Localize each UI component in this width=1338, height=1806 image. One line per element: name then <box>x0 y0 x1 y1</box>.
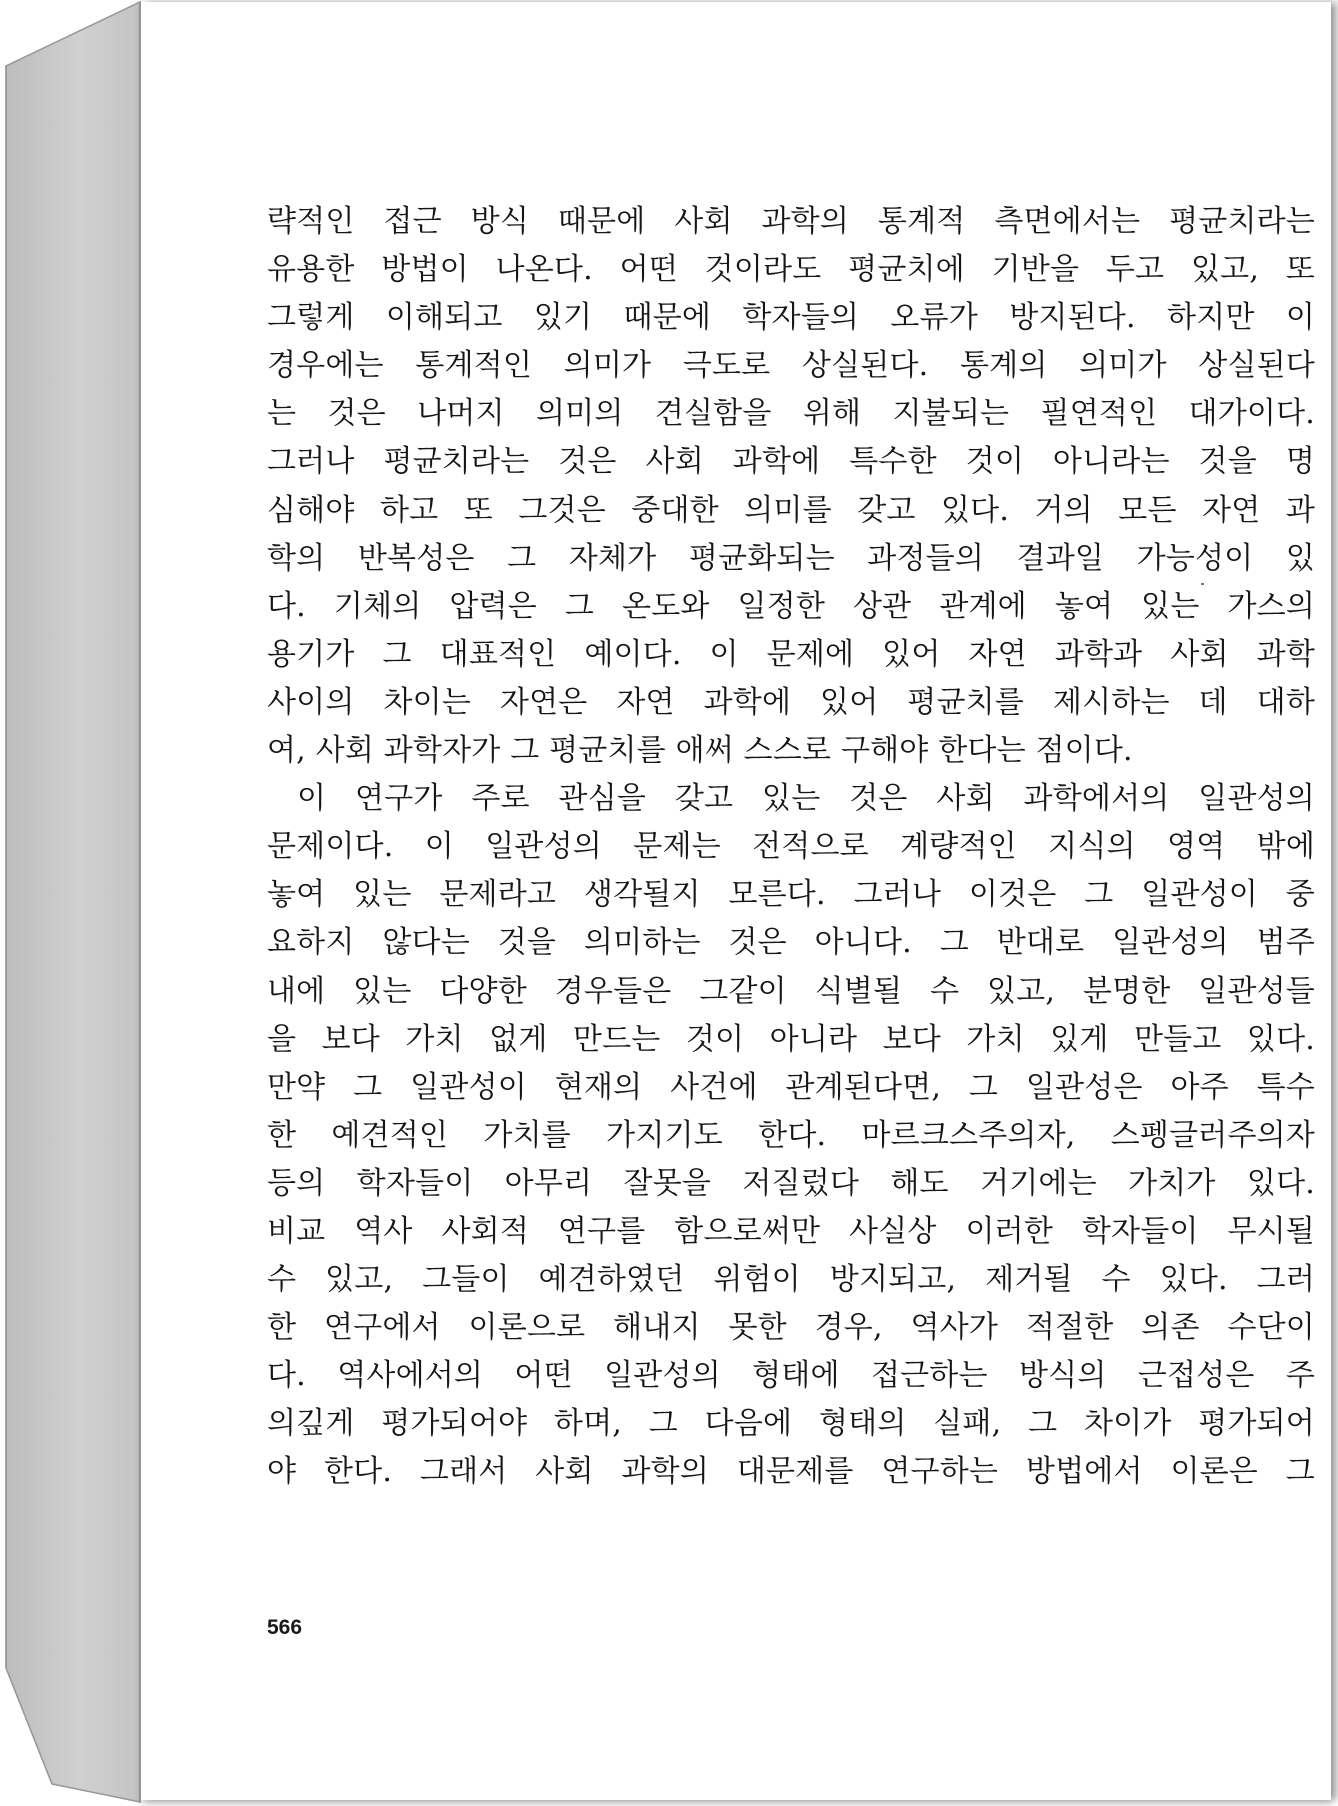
text-line: 의깊게 평가되어야 하며, 그 다음에 형태의 실패, 그 차이가 평가되어 <box>267 1406 1315 1442</box>
text-line: 략적인 접근 방식 때문에 사회 과학의 통계적 측면에서는 평균치라는 <box>267 204 1315 239</box>
page-number: 566 <box>267 1616 303 1639</box>
text-line: 을 보다 가치 없게 만드는 것이 아니라 보다 가치 있게 만들고 있다. <box>267 1021 1315 1057</box>
text-line: 그러나 평균치라는 것은 사회 과학에 특수한 것이 아니라는 것을 명 <box>267 444 1315 480</box>
text-line: 그렇게 이해되고 있기 때문에 학자들의 오류가 방지된다. 하지만 이 <box>267 300 1315 336</box>
text-line: 문제이다. 이 일관성의 문제는 전적으로 계량적인 지식의 영역 밖에 <box>267 829 1315 865</box>
text-line: 비교 역사 사회적 연구를 함으로써만 사실상 이러한 학자들이 무시될 <box>267 1213 1315 1249</box>
text-line: 사이의 차이는 자연은 자연 과학에 있어 평균치를 제시하는 데 대하 <box>267 684 1315 720</box>
text-line: 다. 기체의 압력은 그 온도와 일정한 상관 관계에 놓여 있는 가스의 <box>267 588 1315 624</box>
text-line: 다. 역사에서의 어떤 일관성의 형태에 접근하는 방식의 근접성은 주 <box>267 1358 1315 1394</box>
text-line: 만약 그 일관성이 현재의 사건에 관계된다면, 그 일관성은 아주 특수 <box>267 1069 1315 1105</box>
text-line: 수 있고, 그들이 예견하였던 위험이 방지되고, 제거될 수 있다. 그러 <box>267 1262 1315 1298</box>
paragraph-last-line: 여, 사회 과학자가 그 평균치를 애써 스스로 구해야 한다는 점이다. <box>267 733 1133 769</box>
paragraph-first-line: 이 연구가 주로 관심을 갖고 있는 것은 사회 과학에서의 일관성의 <box>297 781 1315 817</box>
book-spine <box>0 0 142 1806</box>
text-line: 등의 학자들이 아무리 잘못을 저질렀다 해도 거기에는 가치가 있다. <box>267 1165 1315 1201</box>
text-line: 한 예견적인 가치를 가지기도 한다. 마르크스주의자, 스펭글러주의자 <box>267 1117 1315 1153</box>
text-line: 학의 반복성은 그 자체가 평균화되는 과정들의 결과일 가능성이 있 <box>267 540 1315 576</box>
book-page <box>140 2 1331 1800</box>
text-line: 야 한다. 그래서 사회 과학의 대문제를 연구하는 방법에서 이론은 그 <box>267 1454 1315 1490</box>
text-line: 내에 있는 다양한 경우들은 그같이 식별될 수 있고, 분명한 일관성들 <box>267 973 1315 1009</box>
text-line: 한 연구에서 이론으로 해내지 못한 경우, 역사가 적절한 의존 수단이 <box>267 1310 1315 1346</box>
text-line: 심해야 하고 또 그것은 중대한 의미를 갖고 있다. 거의 모든 자연 과 <box>267 492 1315 528</box>
scan-speck <box>1201 583 1204 585</box>
text-line: 용기가 그 대표적인 예이다. 이 문제에 있어 자연 과학과 사회 과학 <box>267 636 1315 672</box>
text-line: 유용한 방법이 나온다. 어떤 것이라도 평균치에 기반을 두고 있고, 또 <box>267 252 1315 288</box>
text-line: 요하지 않다는 것을 의미하는 것은 아니다. 그 반대로 일관성의 범주 <box>267 925 1315 961</box>
text-line: 는 것은 나머지 의미의 견실함을 위해 지불되는 필연적인 대가이다. <box>267 396 1315 432</box>
text-line: 놓여 있는 문제라고 생각될지 모른다. 그러나 이것은 그 일관성이 중 <box>267 877 1315 913</box>
body-text <box>267 198 1315 1497</box>
text-line: 경우에는 통계적인 의미가 극도로 상실된다. 통계의 의미가 상실된다 <box>267 348 1315 384</box>
